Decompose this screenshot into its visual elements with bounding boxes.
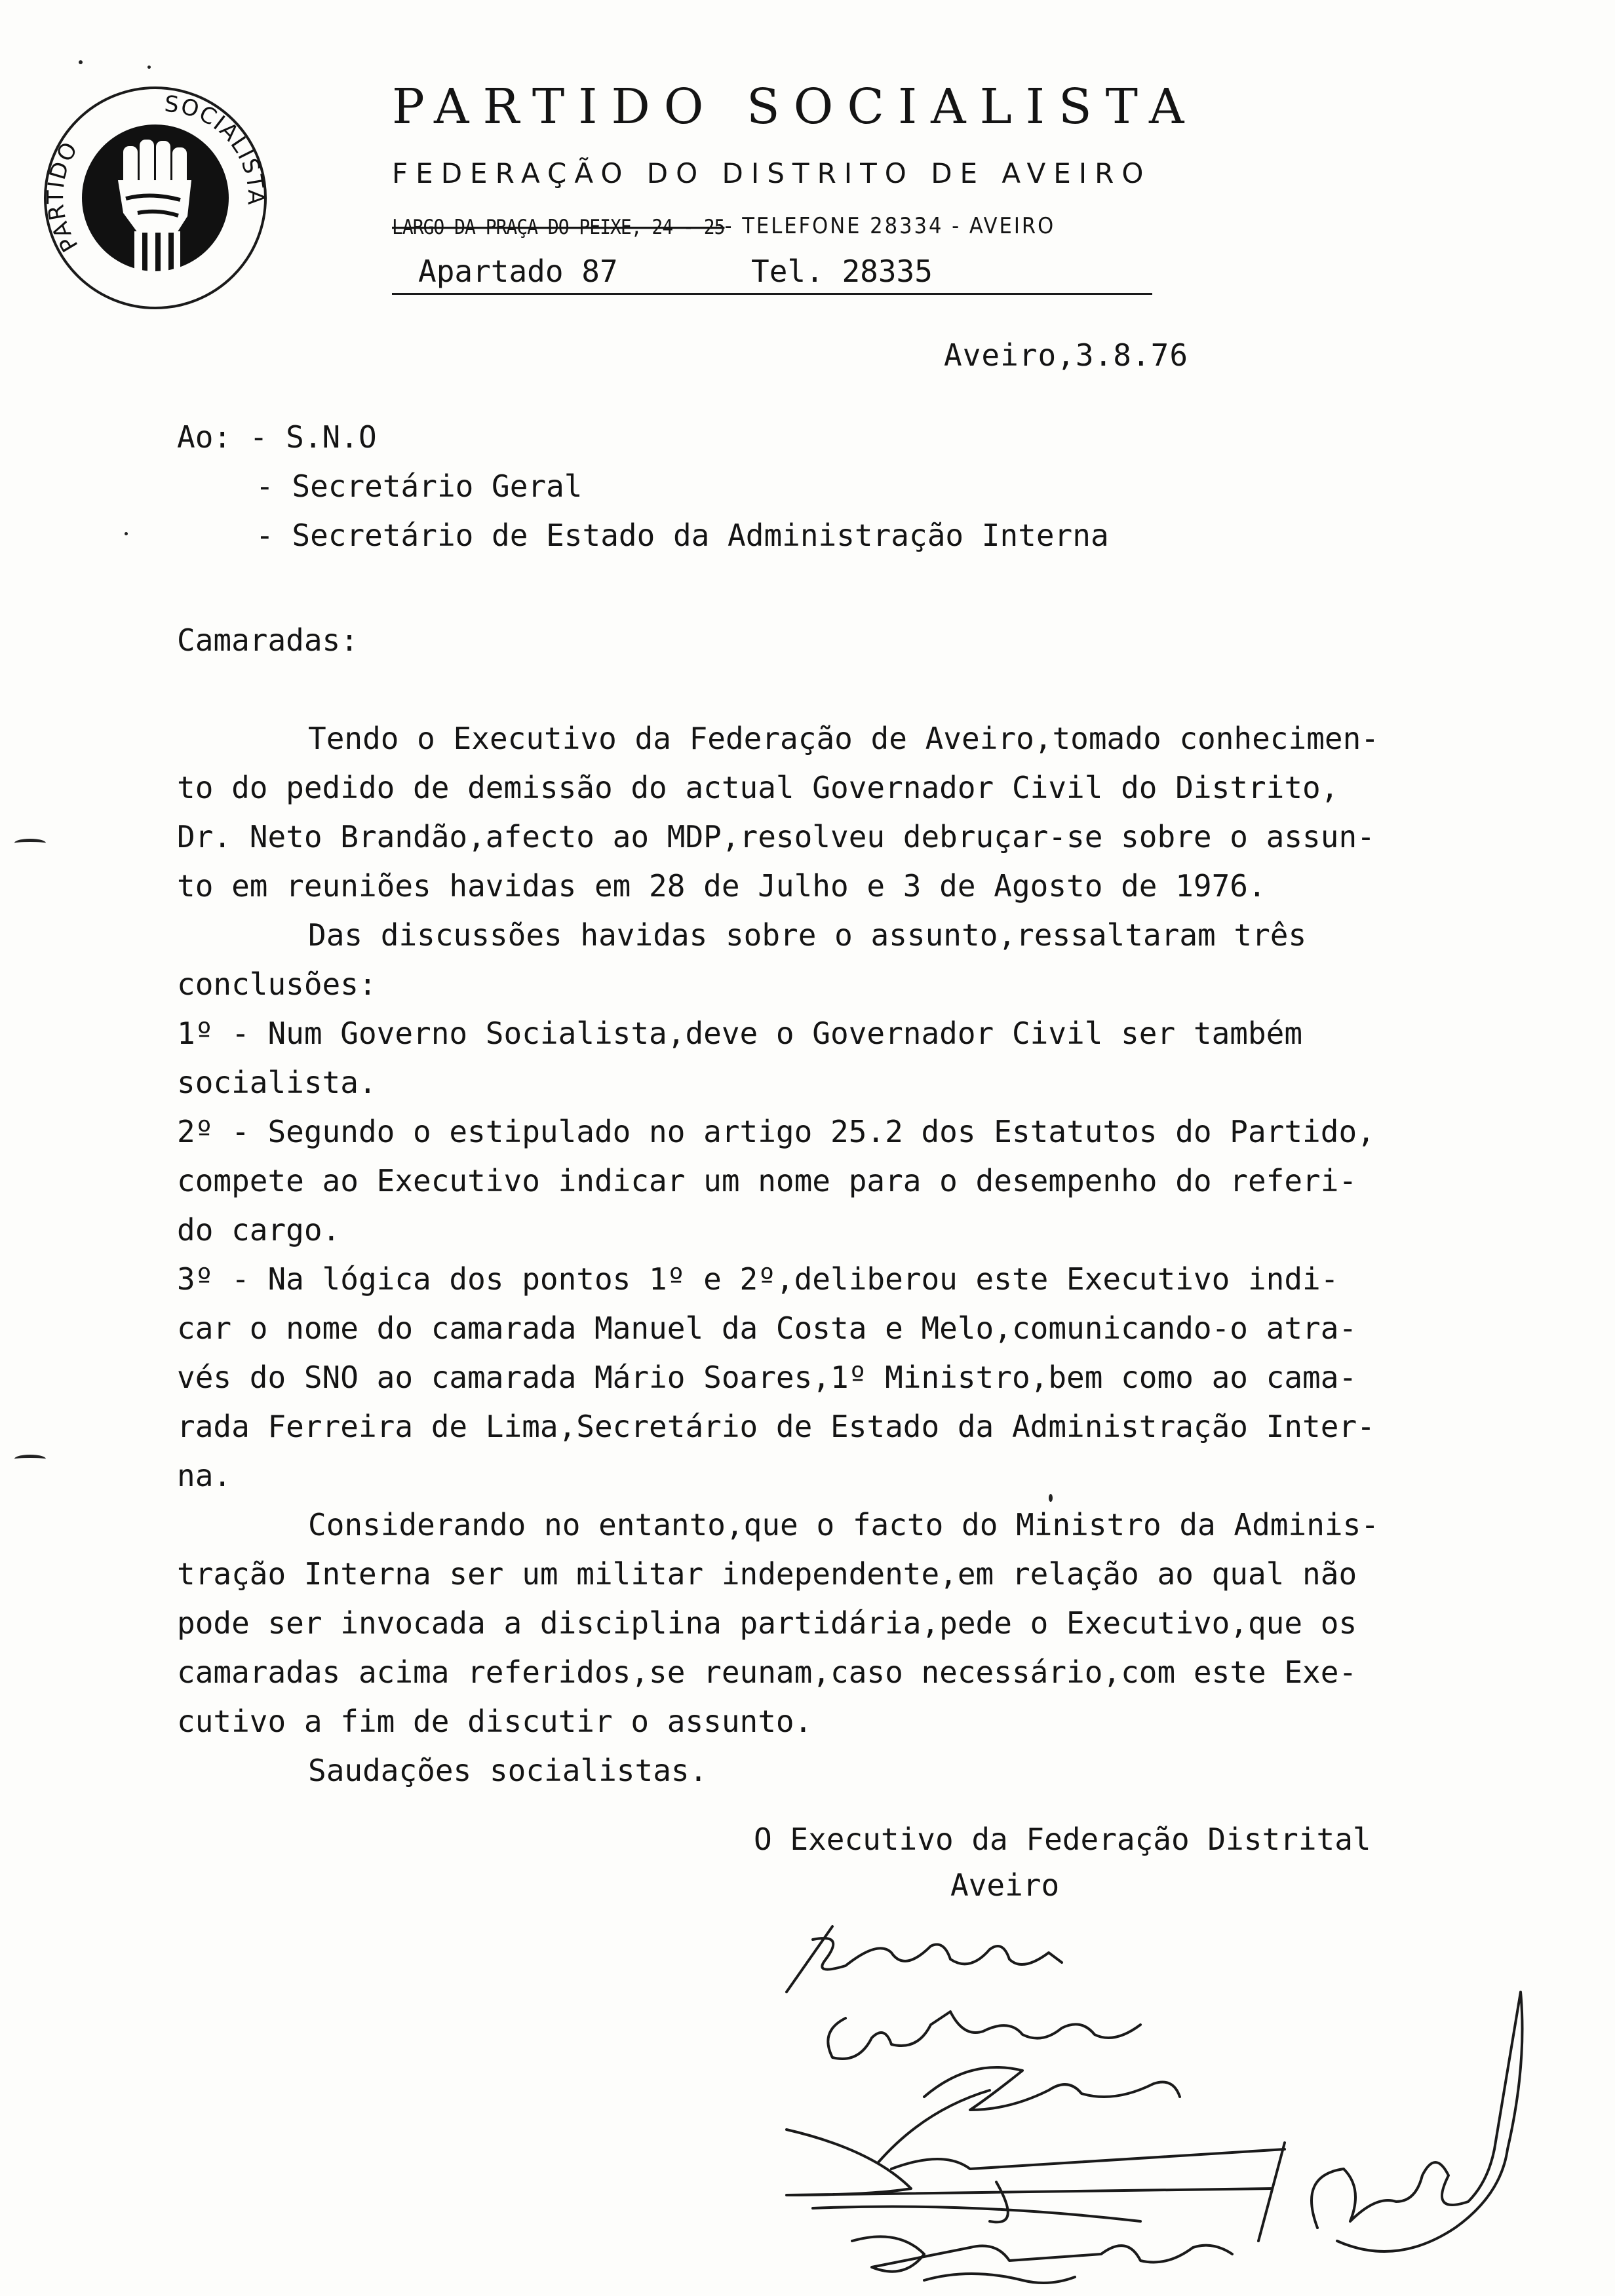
letter-date: Aveiro,3.8.76 (944, 337, 1189, 373)
body-line: to em reuniões havidas em 28 de Julho e 3 de Agosto de 1976. (177, 868, 1266, 904)
recipient-item: - Secretário Geral (256, 469, 583, 504)
punch-hole-mark (14, 1455, 46, 1463)
letterhead-address-line (392, 213, 1055, 239)
po-box: Apartado 87 (418, 254, 618, 289)
signature-block: O Executivo da Federação Distrital (754, 1822, 1371, 1857)
letterhead-typed-contact (392, 252, 1152, 295)
greeting: Camaradas: (177, 622, 359, 658)
body-line: Dr. Neto Brandão,afecto ao MDP,resolveu debruçar-se sobre o assun- (177, 819, 1375, 854)
recipient-item: - Secretário de Estado da Administração Interna (256, 518, 1109, 553)
body-line: compete ao Executivo indicar um nome para o desempenho do referi- (177, 1163, 1357, 1198)
body-line: vés do SNO ao camarada Mário Soares,1º Ministro,bem como ao cama- (177, 1360, 1357, 1395)
party-name-heading: PARTIDO SOCIALISTA (392, 79, 1198, 135)
body-line: to do pedido de demissão do actual Governador Civil do Distrito, (177, 770, 1339, 805)
letterhead-phone: - TELEFONE 28334 - AVEIRO (724, 213, 1056, 239)
body-line: 3º - Na lógica dos pontos 1º e 2º,deliberou este Executivo indi- (177, 1261, 1339, 1297)
scan-speck (79, 60, 83, 64)
body-line: Considerando no entanto,que o facto do Ministro da Adminis- (308, 1507, 1379, 1542)
body-line: camaradas acima referidos,se reunam,caso necessário,com este Exe- (177, 1655, 1357, 1690)
body-line: do cargo. (177, 1212, 341, 1248)
body-line: pode ser invocada a disciplina partidária,pede o Executivo,que os (177, 1605, 1357, 1641)
scan-speck (147, 66, 151, 69)
body-line: Saudações socialistas. (308, 1753, 708, 1788)
svg-text:PARTIDO (43, 137, 83, 256)
body-line: car o nome do camarada Manuel da Costa e Melo,comunicando-o atra- (177, 1311, 1357, 1346)
body-line: Tendo o Executivo da Federação de Aveiro,tomado conhecimen- (308, 721, 1379, 756)
body-line: cutivo a fim de discutir o assunto. (177, 1704, 813, 1739)
body-line: Das discussões havidas sobre o assunto,ressaltaram três (308, 917, 1307, 953)
body-line: socialista. (177, 1065, 377, 1100)
logo-text-left: PARTIDO (43, 136, 84, 257)
signature-city: Aveiro (950, 1867, 1060, 1903)
body-line: na. (177, 1458, 232, 1493)
body-line: tração Interna ser um militar independente,em relação ao qual não (177, 1556, 1357, 1592)
body-line: conclusões: (177, 966, 377, 1002)
recipient-label: Ao: - S.N.O (177, 419, 377, 455)
federation-subtitle: FEDERAÇÃO DO DISTRITO DE AVEIRO (392, 157, 1152, 189)
scan-speck (125, 532, 128, 535)
punch-hole-mark (14, 839, 46, 847)
body-line: 1º - Num Governo Socialista,deve o Governador Civil ser também (177, 1016, 1303, 1051)
scan-speck (1049, 1494, 1053, 1502)
handwritten-signatures (773, 1913, 1560, 2296)
struck-old-address: LARGO DA PRAÇA DO PEIXE, 24 - 25 (392, 215, 725, 239)
body-line: rada Ferreira de Lima,Secretário de Estado da Administração Inter- (177, 1409, 1375, 1444)
new-phone: Tel. 28335 (751, 254, 933, 289)
party-logo-fist-icon (39, 82, 272, 315)
body-line: 2º - Segundo o estipulado no artigo 25.2 dos Estatutos do Partido, (177, 1114, 1375, 1149)
logo-text-right: SOCIALISTA (163, 90, 269, 206)
